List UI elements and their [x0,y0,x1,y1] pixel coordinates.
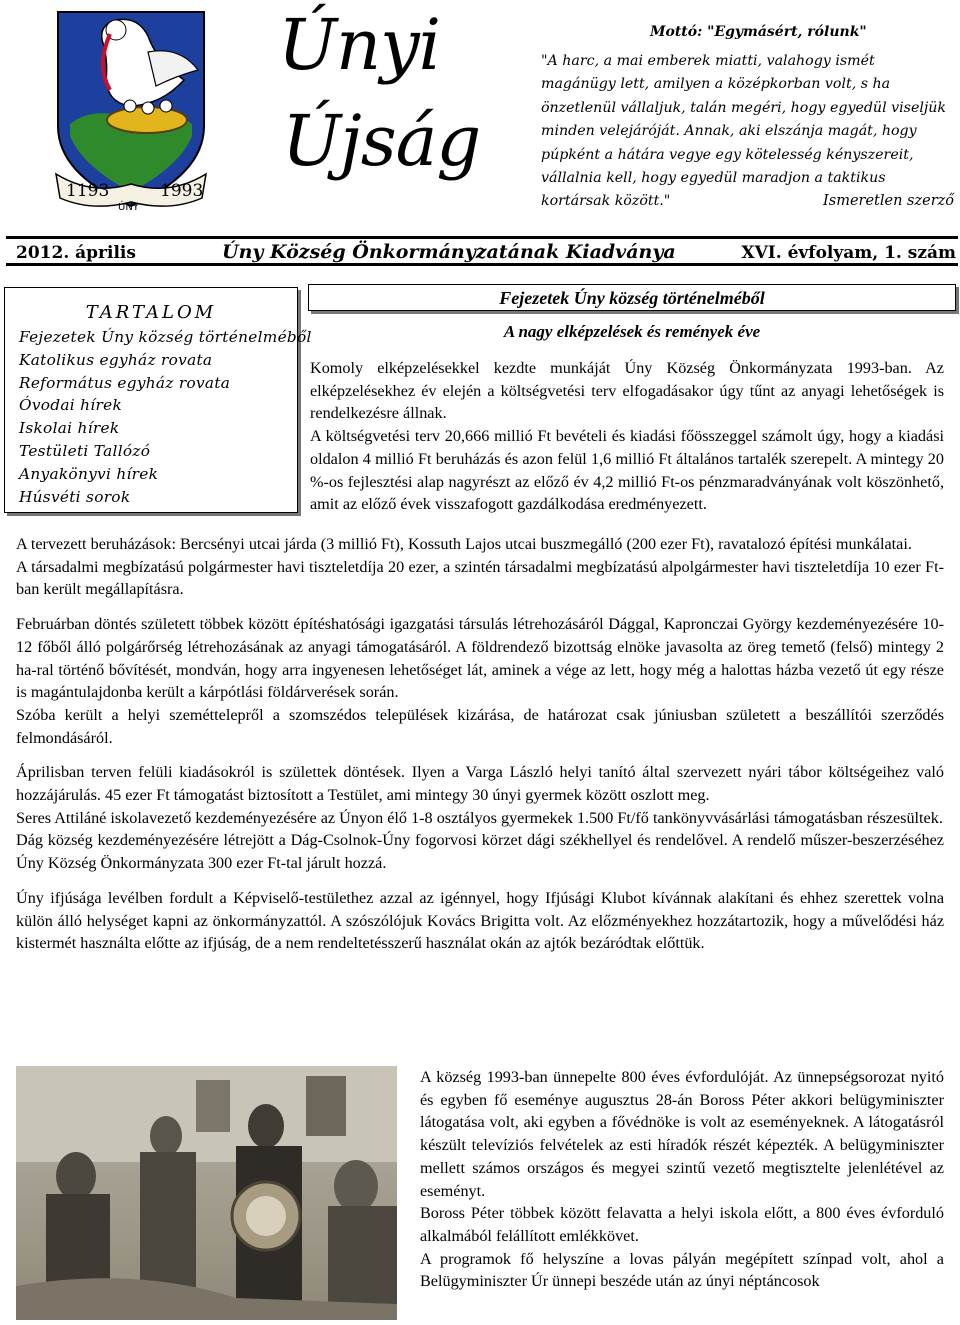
section-title: Fejezetek Úny község történelméből [499,288,765,308]
crest-place: ÚNY [118,202,139,212]
event-photo [16,1066,397,1320]
anniversary-column [420,1066,944,1293]
issue-date: 2012. április [16,243,136,263]
municipal-crest [52,6,210,212]
publisher-name: Úny Község Önkormányzatának Kiadványa [222,241,676,263]
motto-quote: "A harc, a mai emberek miatti, valahogy ismét magánügy lett, amilyen a középkorban volt, s ha önzetlenül vállaljuk, talán megéri, hogy egyedül viseljük minden velejáróját. Annak, aki elszánja magát, hogy púpként a hátára vegye egy kötelesség kényszereit, vállalnia kell, hogy egyedül maradjon a taktikus kortársak között." [541,53,947,210]
motto-author: Ismeretlen szerző [823,193,954,209]
article-paragraph: A tervezett beruházások: Bercsényi utcai járda (3 millió Ft), Kossuth Lajos utcai buszmegálló (200 ezer Ft), ravatalozó építési munkálatai. [16,535,912,553]
toc-item[interactable]: Óvodai hírek [19,396,123,415]
motto-label: Mottó: "Egymásért, rólunk" [650,24,867,40]
toc-item[interactable]: Húsvéti sorok [19,487,131,506]
toc-item[interactable]: Anyakönyvi hírek [19,464,159,483]
article-body [16,533,944,955]
toc-item[interactable]: Katolikus egyház rovata [19,350,213,369]
article-paragraph: A társadalmi megbízatású polgármester havi tiszteletdíja 20 ezer, a szintén társadalmi megbízatású alpolgármester havi tiszteletdíja 10 ezer Ft-ban került megállapításra. [16,557,944,599]
crest-year-right: 1993 [160,181,204,201]
issue-number: XVI. évfolyam, 1. szám [741,243,956,263]
crest-year-left: 1193 [66,181,110,201]
section-header-box [308,284,956,311]
toc-item[interactable]: Testületi Tallózó [19,441,151,460]
issue-header-bar [6,236,958,266]
article-paragraph: Komoly elképzelésekkel kezdte munkáját Úny Község Önkormányzata 1993-ban. Az elképzelésekhez év elején a költségvetési terv elfogadásakor úgy tűnt az anyagi lehetőségek is rendelkezésre állnak. [310,359,944,423]
article-paragraph: Seres Attiláné iskolavezető kezdeményezésére az Únyon élő 1-8 osztályos gyermekek 1.500 Ft/fő tankönyvvásárlási támogatásban részesültek. [16,808,943,827]
masthead-title-line2: Újság [282,100,481,182]
article-paragraph: Boross Péter többek között felavatta a helyi iskola előtt, a 800 éves évforduló alkalmából felállított emlékkövet. [420,1204,944,1245]
article-paragraph: Szóba került a helyi szeméttelepről a szomszédos települések kizárása, de határozat csak júniusban született a beszállítói szerződés felmondásáról. [16,705,944,747]
article-subtitle: A nagy elképzelések és remények éve [503,322,761,341]
table-of-contents [4,287,312,513]
toc-title: TARTALOM [85,302,217,323]
toc-item[interactable]: Fejezetek Úny község történelméből [19,328,312,346]
article-paragraph: Úny ifjúsága levélben fordult a Képviselő-testülethez azzal az igénnyel, hogy Ifjúsági Klubot kívánnak alakítani és ehhez szerettek volna külön álló helységet kapni az önkormányzattól. A szószólójuk Kovács Brigitta volt. Az előzményekhez hozzátartozik, hogy a művelődési ház kistermét használta előtte az ifjúság, de a nem rendeltetésszerű használat okán az ajtók bezáródtak előttük. [16,888,944,953]
article-paragraph: A költségvetési terv 20,666 millió Ft bevételi és kiadási főösszeggel számolt úgy, hogy a kiadási oldalon 4 millió Ft beruházás és azon felül 1,6 millió Ft általános tartalék szerepelt. A mintegy 20 %-os fejlesztési alap nagyrészt az előző év 4,2 millió Ft-os pénzmaradványának volt köszönhető, amit az előző évek visszafogott gazdálkodása eredményezett. [310,427,944,514]
article-paragraph: Februárban döntés született többek között építéshatósági igazgatási társulás létrehozásáról Dággal, Kapronczai György kezdeményezésére 10-12 főből álló polgárőrség létrehozásának az anyagi támogatásáról. A földrendező bizottság elnöke javasolta az öreg temető (felső) mintegy 2 ha-ral történő bővítését, mondván, hogy arra ingyenesen lehetőséget lát, aminek a vége az lett, hogy még a halottas házba vezető út egy része is magántulajdonba került a kárpótlási földárverések során. [16,615,944,702]
article-paragraph: Áprilisban terven felüli kiadásokról is születtek döntések. Ilyen a Varga László helyi tanító által szervezett nyári tábor költségeihez való hozzájárulás. 45 ezer Ft támogatást biztosított a Testület, ami mintegy 30 únyi gyermek között oszlott meg. [16,763,944,805]
toc-item[interactable]: Református egyház rovata [19,373,231,392]
masthead-title-line1: Únyi [278,4,441,86]
article-intro-column [310,357,944,516]
toc-list [19,326,312,508]
article-paragraph: Dág község kezdeményezésére létrejött a Dág-Csolnok-Úny fogorvosi körzet dági székhellyel és rendelővel. A rendelő műszer-beszerzéséhez Úny Község Önkormányzata 300 ezer Ft-tal járult hozzá. [16,831,944,873]
article-paragraph: A község 1993-ban ünnepelte 800 éves évfordulóját. Az ünnepségsorozat nyitó és egyben fő eseménye augusztus 28-án Boross Péter akkori belügyminiszter látogatása volt, aki egyben a fővédnöke is volt az eseményeknek. A látogatásról készült televíziós felvételek az esti híradók részét képezték. A belügyminiszter mellett számos országos és megyei szintű vezető megtisztelte jelenlétével az eseményt. [420,1068,944,1200]
toc-item[interactable]: Iskolai hírek [19,419,120,438]
article-paragraph: A programok fő helyszíne a lovas pályán megépített színpad volt, ahol a Belügyminiszter Úr ünnepi beszéde után az únyi néptáncosok [420,1249,944,1291]
